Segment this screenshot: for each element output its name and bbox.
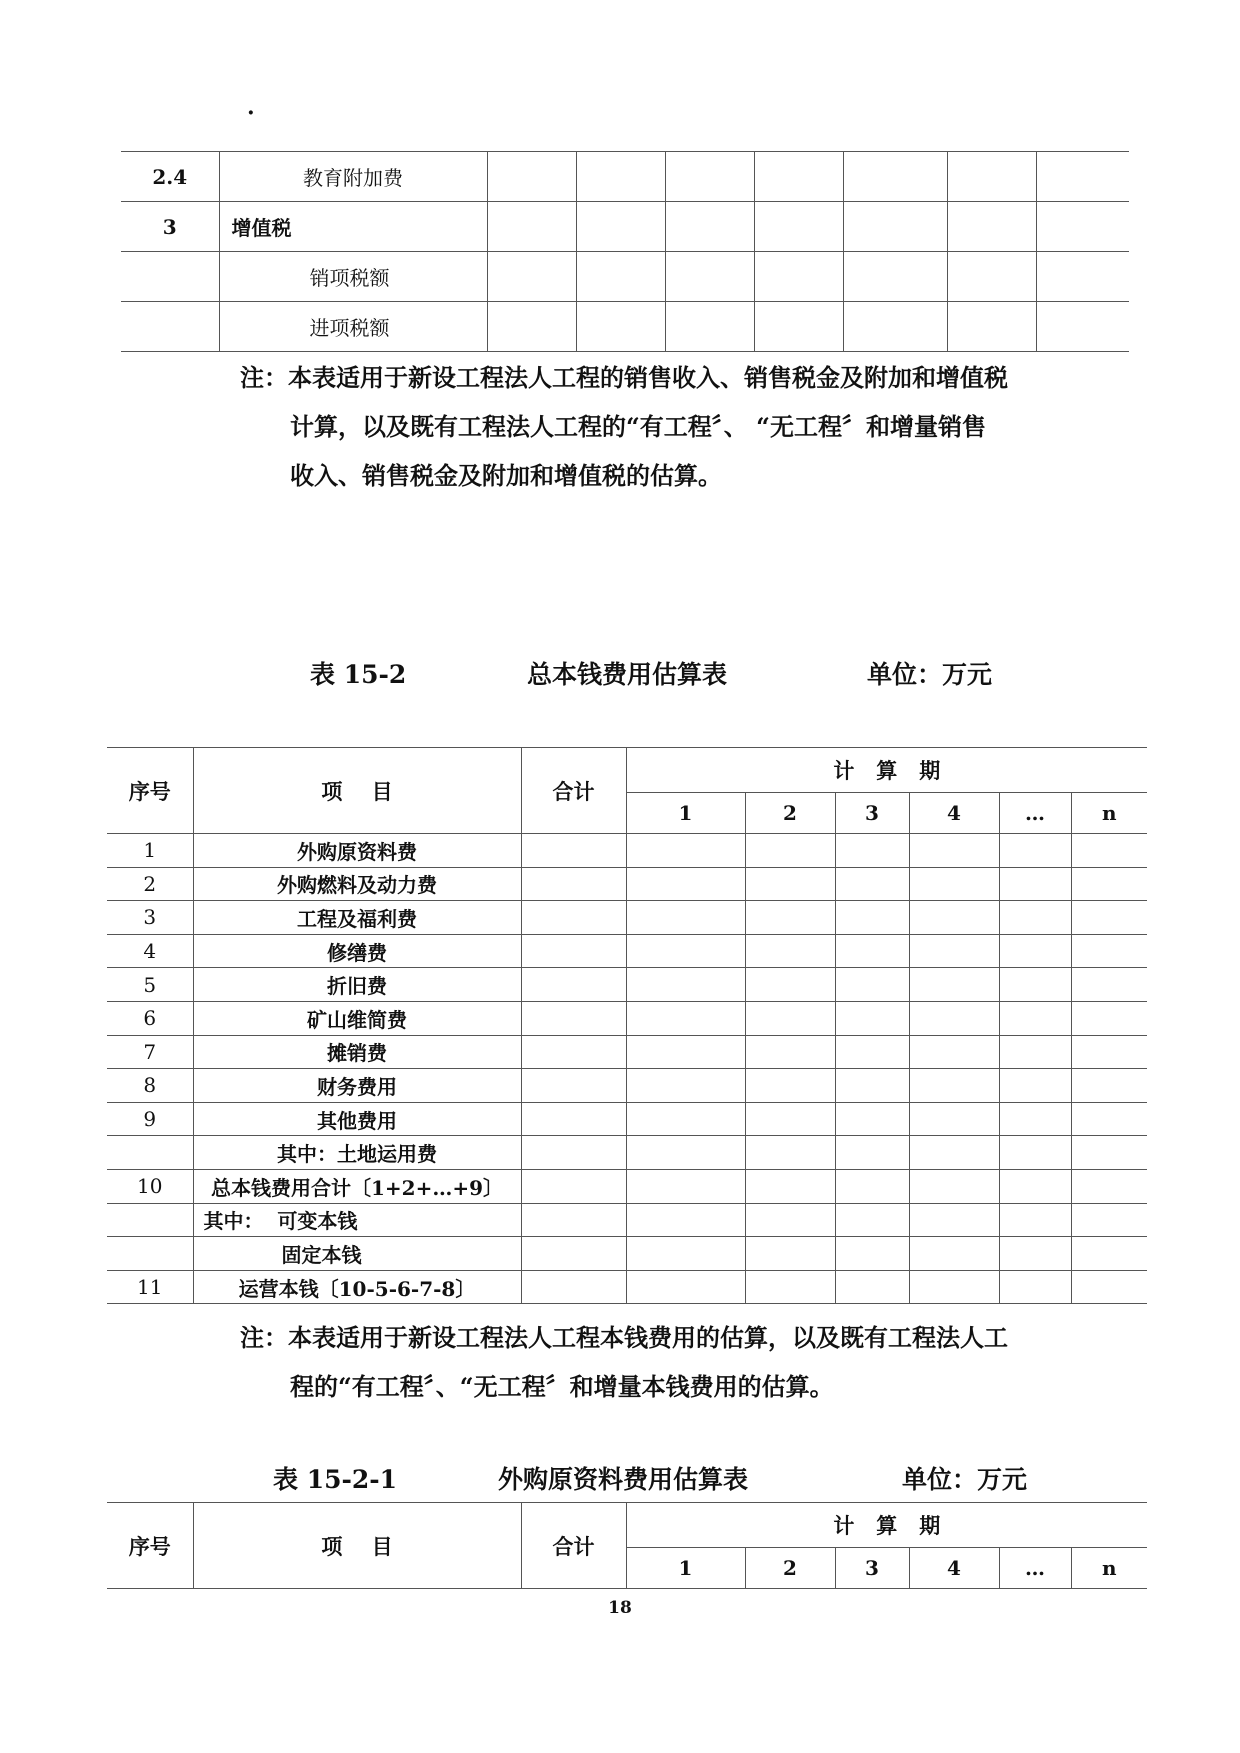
row-number [107,1203,193,1237]
row-item: 总本钱费用合计〔1+2+…+9〕 [193,1169,521,1203]
row-item: 矿山维简费 [193,1001,521,1035]
row-item: 进项税额 [219,302,487,352]
table-row [107,901,1147,935]
row-number [121,252,219,302]
page-number: 18 [608,1598,632,1618]
row-item: 修缮费 [193,934,521,968]
period-ellipsis: … [999,793,1071,834]
row-item: 教育附加费 [219,152,487,202]
header-period: 计 算 期 [626,748,1147,793]
header-item: 项 目 [193,1503,521,1589]
cost-table [107,747,1147,1304]
table-title: 总本钱费用估算表 [527,660,728,689]
row-item: 销项税额 [219,252,487,302]
period-2: 2 [745,793,835,834]
row-item: 折旧费 [193,968,521,1002]
note-line: 计算，以及既有工程法人工程的“有工程〞、 “无工程〞和增量销售 [290,412,986,441]
period-4: 4 [909,1548,999,1589]
period-ellipsis: … [999,1548,1071,1589]
table-row [107,1069,1147,1103]
row-item: 其中： 可变本钱 [193,1203,521,1237]
table-row [107,867,1147,901]
table-row [121,302,1129,352]
note-line: 程的“有工程〞、“无工程〞和增量本钱费用的估算。 [290,1372,834,1401]
header-no: 序号 [107,748,193,834]
table-title: 外购原资料费用估算表 [498,1465,749,1494]
note-line: 收入、销售税金及附加和增值税的估算。 [290,461,722,490]
row-number [121,302,219,352]
table-unit: 单位：万元 [867,660,993,689]
table-unit: 单位：万元 [902,1465,1028,1494]
table-label: 表 15-2-1 [273,1465,398,1494]
row-item: 财务费用 [193,1069,521,1103]
header-total: 合计 [521,748,626,834]
period-n: n [1071,793,1147,834]
row-number: 1 [107,834,193,868]
period-1: 1 [626,793,745,834]
row-item: 摊销费 [193,1035,521,1069]
table-row [107,1169,1147,1203]
period-4: 4 [909,793,999,834]
row-item: 运营本钱〔10-5-6-7-8〕 [193,1270,521,1304]
row-number: 9 [107,1102,193,1136]
table-row [107,1203,1147,1237]
note-1 [240,353,1100,500]
tax-table [121,151,1129,352]
period-3: 3 [835,1548,909,1589]
period-2: 2 [745,1548,835,1589]
table-row [107,834,1147,868]
header-total: 合计 [521,1503,626,1589]
material-cost-table [107,1502,1147,1589]
row-item: 增值税 [219,202,487,252]
row-number: 2.4 [121,152,219,202]
note-line: 注：本表适用于新设工程法人工程的销售收入、销售税金及附加和增值税 [240,363,1008,392]
table-row [107,1237,1147,1271]
row-number [107,1237,193,1271]
table-row [107,1102,1147,1136]
note-2 [240,1313,1100,1411]
row-number: 5 [107,968,193,1002]
table-row [107,1136,1147,1170]
header-period: 计 算 期 [626,1503,1147,1548]
period-3: 3 [835,793,909,834]
table-label: 表 15-2 [310,660,407,689]
row-item: 其中：土地运用费 [193,1136,521,1170]
row-number: 6 [107,1001,193,1035]
row-item: 外购燃料及动力费 [193,867,521,901]
header-no: 序号 [107,1503,193,1589]
row-number: 10 [107,1169,193,1203]
row-number: 7 [107,1035,193,1069]
row-number: 4 [107,934,193,968]
table-row [121,152,1129,202]
row-number [107,1136,193,1170]
note-line: 注：本表适用于新设工程法人工程本钱费用的估算，以及既有工程法人工 [240,1323,1008,1352]
header-mark: · [247,100,255,126]
header-item: 项 目 [193,748,521,834]
table-row [107,1035,1147,1069]
table-row [121,202,1129,252]
period-1: 1 [626,1548,745,1589]
row-item: 其他费用 [193,1102,521,1136]
row-number: 3 [121,202,219,252]
row-item: 固定本钱 [193,1237,521,1271]
row-number: 11 [107,1270,193,1304]
row-number: 8 [107,1069,193,1103]
table-row [121,252,1129,302]
period-n: n [1071,1548,1147,1589]
row-number: 3 [107,901,193,935]
table-row [107,934,1147,968]
table-row [107,1001,1147,1035]
table-row [107,968,1147,1002]
row-item: 工程及福利费 [193,901,521,935]
table-row [107,1270,1147,1304]
row-item: 外购原资料费 [193,834,521,868]
row-number: 2 [107,867,193,901]
